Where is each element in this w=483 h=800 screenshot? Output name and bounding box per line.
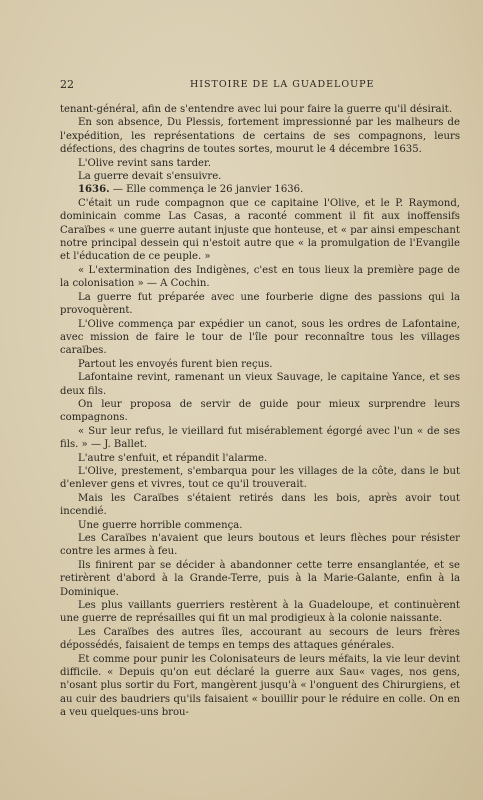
paragraph: [60, 264, 460, 291]
paragraph-text: C'était un rude compagnon que ce capitaine l'Olive, et le P. Raymond, dominicain comme Las Casas, a raconté comment il fit aux inoffensifs Caraïbes « une guerre autant injuste que honteuse, et « par ainsi empeschant notre principal dessein qui n'estoit autre que « la promulgation de l'Evangile et l'éducation de ce peuple. »: [60, 197, 460, 263]
year-heading: 1636.: [78, 184, 110, 196]
paragraph: [60, 318, 460, 358]
paragraph-text: L'autre s'enfuit, et répandit l'alarme.: [78, 452, 268, 464]
page-header: [60, 78, 463, 94]
paragraph-text: On leur proposa de servir de guide pour mieux surprendre leurs compagnons.: [60, 398, 460, 424]
paragraph-text: Mais les Caraïbes s'étaient retirés dans les bois, après avoir tout incendié.: [60, 492, 460, 518]
paragraph-text: tenant-général, afin de s'entendre avec lui pour faire la guerre qu'il désirait.: [60, 104, 453, 115]
paragraph: [60, 492, 460, 519]
paragraph: [60, 465, 460, 492]
paragraph: [60, 519, 460, 532]
paragraph-text: Une guerre horrible commença.: [78, 519, 243, 531]
paragraph-text: L'Olive commença par expédier un canot, sous les ordres de Lafontaine, avec mission de faire le tour de l'île pour reconnaître tous les villages caraïbes.: [60, 318, 460, 357]
paragraph-text: — Elle commença le 26 janvier 1636.: [109, 184, 304, 196]
paragraph: [60, 197, 460, 264]
paragraph: [60, 626, 460, 653]
paragraph-text: Lafontaine revint, ramenant un vieux Sauvage, le capitaine Yance, et ses deux fils.: [60, 372, 460, 397]
paragraph: [60, 532, 460, 559]
paragraph-text: Les Caraïbes n'avaient que leurs boutous et leurs flèches pour résister contre les armes à feu.: [60, 533, 460, 558]
paragraph-text: L'Olive, prestement, s'embarqua pour les villages de la côte, dans le but d'enlever gens et vivres, tout ce qu'il trouverait.: [60, 465, 460, 491]
running-title: HISTOIRE DE LA GUADELOUPE: [190, 79, 375, 90]
paragraph: [60, 358, 460, 371]
paragraph-text: Les plus vaillants guerriers restèrent à la Guadeloupe, et continuèrent une guerre de représailles qui fit un mal prodigieux à la colonie naissante.: [60, 600, 460, 625]
page-number: 22: [60, 78, 74, 91]
paragraph-text: La guerre fut préparée avec une fourberie digne des passions qui la provoquèrent.: [60, 291, 460, 317]
paragraph-text: « L'extermination des Indigènes, c'est en tous lieux la première page de la colonisation » — A Cochin.: [60, 264, 460, 290]
paragraph-text: Et comme pour punir les Colonisateurs de leurs méfaits, la vie leur devint difficile. « Depuis qu'on eut déclaré la guerre aux Sau« vages, nos gens, n'osant plus sortir du Fort, mangèrent jusqu'à « l'onguent des Chirurgiens, et au cuir des baudriers qu'ils faisaient « bouillir pour le réduire en colle. On en a veu quelques-uns brou-: [60, 653, 460, 719]
paragraph: [60, 157, 460, 170]
paragraph: [60, 291, 460, 318]
paragraph: [60, 452, 460, 465]
paragraph: [60, 103, 460, 116]
paragraph: [60, 398, 460, 425]
paragraph: [60, 653, 460, 720]
paragraph-text: Ils finirent par se décider à abandonner cette terre ensanglantée, et se retirèrent d'abord à la Grande-Terre, puis à la Marie-Galante, enfin à la Dominique.: [60, 559, 460, 598]
paragraph: [60, 425, 460, 452]
paragraph-text: « Sur leur refus, le vieillard fut misérablement égorgé avec l'un « de ses fils. » — J. Ballet.: [60, 425, 460, 451]
paragraph: [60, 371, 460, 398]
paragraph: [60, 599, 460, 626]
paragraph: [60, 559, 460, 599]
paragraph-text: Partout les envoyés furent bien reçus.: [78, 358, 273, 370]
paragraph-text: En son absence, Du Plessis, fortement impressionné par les malheurs de l'expédition, les représentations de certains de ses compagnons, leurs défections, des chagrins de toutes sortes, mourut le 4 décembre 1635.: [60, 117, 460, 156]
paragraph: [60, 170, 460, 183]
paragraph-text: Les Caraïbes des autres îles, accourant au secours de leurs frères dépossédés, faisaient de temps en temps des attaques générales.: [60, 626, 460, 652]
paragraph: [60, 183, 460, 196]
paragraph-text: La guerre devait s'ensuivre.: [78, 171, 222, 183]
paragraph: [60, 116, 460, 156]
body-text: [60, 103, 460, 720]
paragraph-text: L'Olive revint sans tarder.: [78, 157, 211, 169]
